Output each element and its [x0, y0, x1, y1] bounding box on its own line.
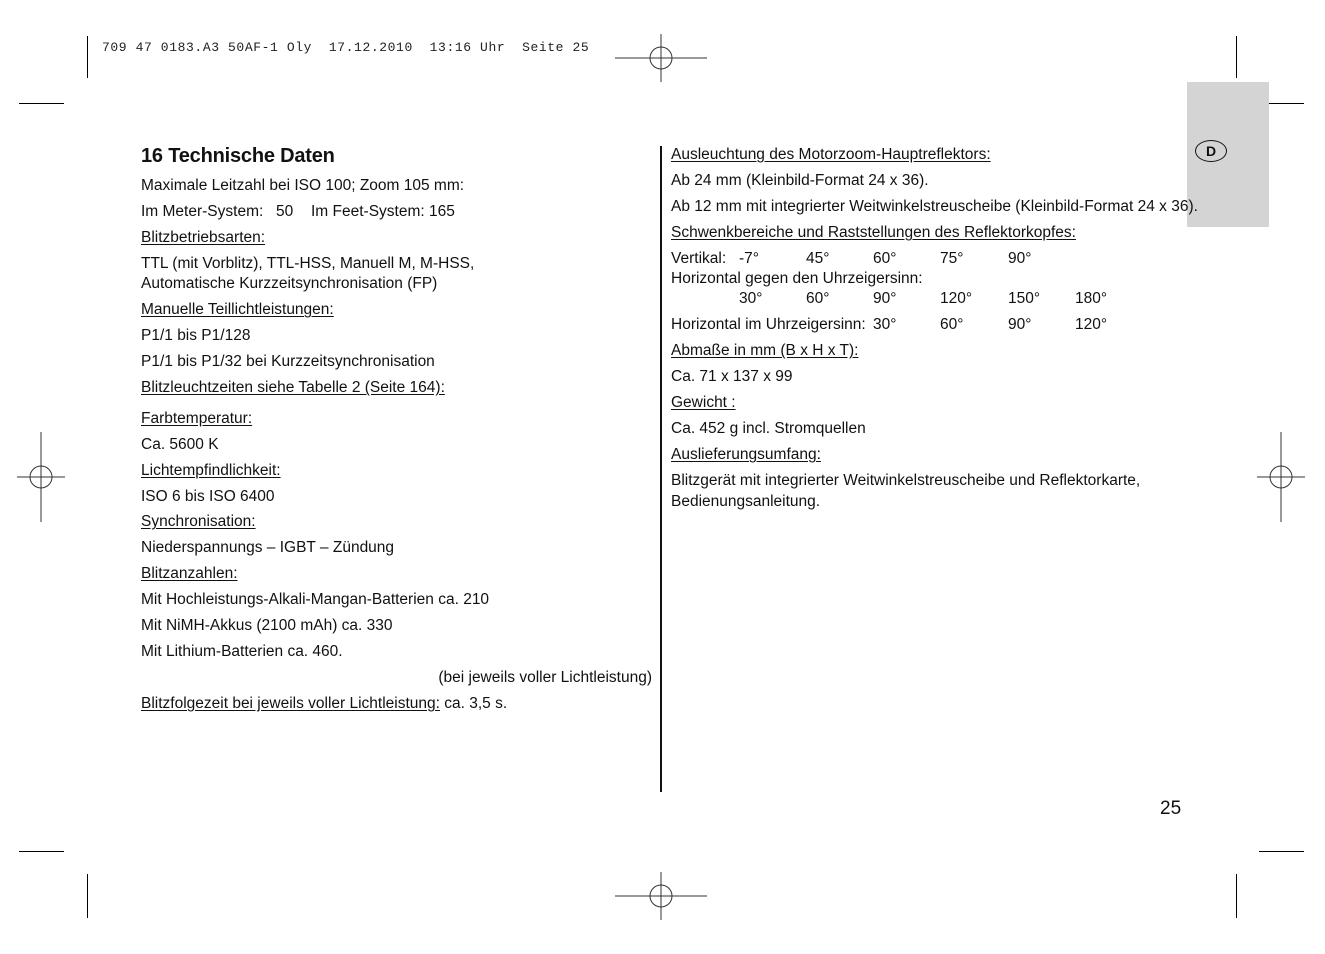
farbtemp-heading: Farbtemperatur: — [141, 410, 253, 427]
teillicht-heading: Manuelle Teillichtleistungen: — [141, 301, 334, 318]
folgezeit-line — [141, 694, 507, 714]
horiz-ccw-value: 90° — [873, 290, 897, 307]
crop-mark-bottom-left-h — [19, 851, 64, 852]
folgezeit-heading: Blitzfolgezeit bei jeweils voller Lichtleistung: — [141, 695, 440, 712]
gewicht-heading: Gewicht : — [671, 394, 736, 411]
crop-mark-bottom-right-h — [1259, 851, 1304, 852]
vertikal-value: 60° — [873, 250, 897, 267]
sync-heading: Synchronisation: — [141, 513, 256, 530]
vertikal-value: 90° — [1008, 250, 1032, 267]
page-number: 25 — [1160, 798, 1182, 819]
leuchtzeiten-heading: Blitzleuchtzeiten siehe Tabelle 2 (Seite 164): — [141, 379, 445, 396]
abmasse-heading: Abmaße in mm (B x H x T): — [671, 342, 859, 359]
registration-mark-left — [17, 432, 65, 522]
lieferumfang-heading: Auslieferungsumfang: — [671, 446, 821, 463]
crop-mark-top-left-h — [19, 103, 64, 104]
lieferumfang-line-2: Bedienungsanleitung. — [671, 493, 821, 510]
farbtemp-value: Ca. 5600 K — [141, 436, 219, 453]
ausleuchtung-line-1: Ab 24 mm (Kleinbild-Format 24 x 36). — [671, 172, 929, 189]
meter-value: 50 — [276, 203, 294, 220]
horiz-ccw-value: 180° — [1075, 290, 1108, 307]
blitzanzahl-line-2: Mit NiMH-Akkus (2100 mAh) ca. 330 — [141, 617, 393, 634]
vertikal-value: 45° — [806, 250, 830, 267]
blitzanzahl-line-1: Mit Hochleistungs-Alkali-Mangan-Batterien ca. 210 — [141, 591, 490, 608]
crop-mark-top-right-v — [1236, 36, 1237, 78]
column-divider — [660, 146, 662, 792]
ausleuchtung-heading: Ausleuchtung des Motorzoom-Hauptreflektors: — [671, 146, 991, 163]
schwenk-heading: Schwenkbereiche und Raststellungen des Reflektorkopfes: — [671, 224, 1076, 241]
betriebsarten-line-2: Automatische Kurzzeitsynchronisation (FP) — [141, 275, 438, 292]
horiz-cw-value: 120° — [1075, 316, 1108, 333]
horiz-ccw-value: 150° — [1008, 290, 1041, 307]
crop-mark-bottom-right-v — [1236, 874, 1237, 918]
right-column — [671, 0, 1198, 954]
horiz-cw-value: 60° — [940, 316, 964, 333]
left-column — [141, 0, 653, 954]
horiz-cw-label: Horizontal im Uhrzeigersinn: — [671, 316, 866, 333]
leitzahl-label: Maximale Leitzahl bei ISO 100; Zoom 105 mm: — [141, 177, 465, 194]
blitzanzahl-heading: Blitzanzahlen: — [141, 565, 238, 582]
teillicht-line-2: P1/1 bis P1/32 bei Kurzzeitsynchronisation — [141, 353, 435, 370]
blitzanzahl-line-3: Mit Lithium-Batterien ca. 460. — [141, 643, 343, 660]
section-title: 16 Technische Daten — [141, 145, 335, 167]
gewicht-value: Ca. 452 g incl. Stromquellen — [671, 420, 866, 437]
teillicht-line-1: P1/1 bis P1/128 — [141, 327, 251, 344]
sync-value: Niederspannungs – IGBT – Zündung — [141, 539, 395, 556]
horiz-ccw-value: 120° — [940, 290, 973, 307]
crop-mark-bottom-left-v — [87, 874, 88, 918]
vertikal-value: -7° — [739, 250, 759, 267]
lieferumfang-line-1: Blitzgerät mit integrierter Weitwinkelstreuscheibe und Reflektorkarte, — [671, 472, 1141, 489]
print-slug: 709 47 0183.A3 50AF-1 Oly 17.12.2010 13:16 Uhr Seite 25 — [102, 40, 590, 55]
horiz-cw-value: 30° — [873, 316, 897, 333]
lichtempf-heading: Lichtempfindlichkeit: — [141, 462, 281, 479]
feet-label: Im Feet-System: 165 — [311, 203, 455, 220]
language-badge: D — [1195, 140, 1227, 162]
lichtempf-value: ISO 6 bis ISO 6400 — [141, 488, 275, 505]
folgezeit-value: ca. 3,5 s. — [439, 695, 508, 712]
betriebsarten-heading: Blitzbetriebsarten: — [141, 229, 266, 246]
horiz-ccw-value: 30° — [739, 290, 763, 307]
horiz-ccw-label: Horizontal gegen den Uhrzeigersinn: — [671, 270, 923, 287]
crop-mark-top-left-v — [87, 36, 88, 78]
horiz-cw-value: 90° — [1008, 316, 1032, 333]
registration-mark-right — [1257, 432, 1305, 522]
blitzanzahl-note: (bei jeweils voller Lichtleistung) — [438, 669, 652, 686]
vertikal-value: 75° — [940, 250, 964, 267]
language-tab — [1187, 82, 1269, 227]
betriebsarten-line-1: TTL (mit Vorblitz), TTL-HSS, Manuell M, M-HSS, — [141, 255, 475, 272]
horiz-ccw-value: 60° — [806, 290, 830, 307]
ausleuchtung-line-2: Ab 12 mm mit integrierter Weitwinkelstreuscheibe (Kleinbild-Format 24 x 36). — [671, 198, 1198, 215]
vertikal-label: Vertikal: — [671, 250, 727, 267]
abmasse-value: Ca. 71 x 137 x 99 — [671, 368, 793, 385]
meter-label: Im Meter-System: — [141, 203, 264, 220]
